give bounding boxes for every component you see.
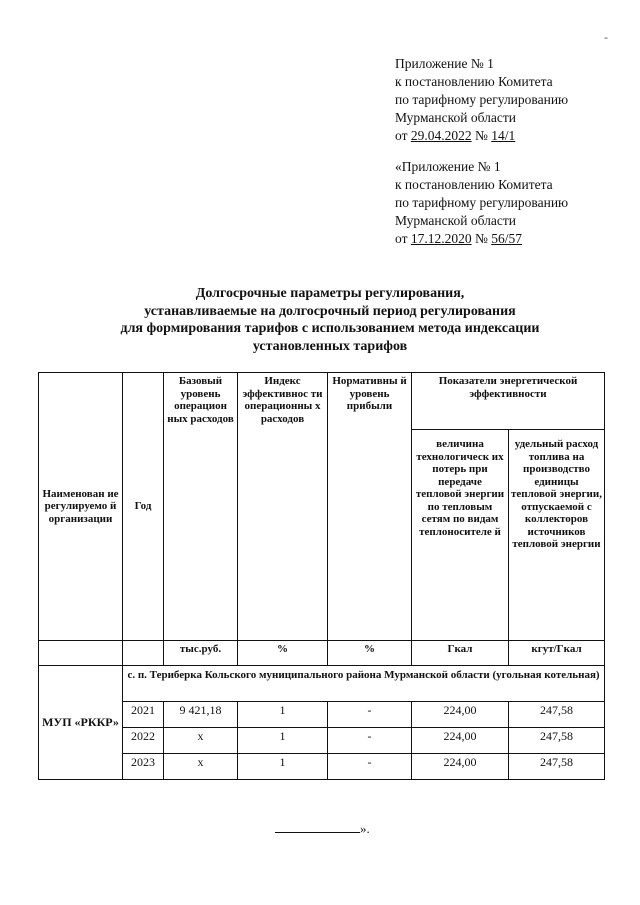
cell-year: 2023	[123, 754, 164, 780]
cell-fuel: 247,58	[509, 702, 605, 728]
number-prefix: №	[471, 128, 492, 143]
cell-loss: 224,00	[412, 728, 509, 754]
annex-line: Мурманской области	[395, 110, 516, 125]
cell-year: 2022	[123, 728, 164, 754]
table-row	[39, 728, 605, 754]
header-year: Год	[123, 373, 164, 641]
closing-quote: ».	[360, 821, 370, 836]
number-prefix: №	[471, 231, 492, 246]
unit-empty	[39, 641, 123, 666]
cell-index: 1	[238, 728, 328, 754]
document-title	[60, 285, 600, 355]
segment-row	[39, 666, 605, 702]
cell-index: 1	[238, 754, 328, 780]
annex-line: к постановлению Комитета	[395, 177, 553, 192]
table-row	[39, 754, 605, 780]
header-profit-level: Нормативны й уровень прибыли	[328, 373, 412, 641]
annex-date: 17.12.2020	[410, 231, 472, 246]
cell-fuel: 247,58	[509, 754, 605, 780]
cell-year: 2021	[123, 702, 164, 728]
organization-name: МУП «РККР»	[39, 666, 123, 780]
annex-line: по тарифному регулированию	[395, 195, 569, 210]
unit-index: %	[238, 641, 328, 666]
cell-loss: 224,00	[412, 702, 509, 728]
cell-base: х	[164, 754, 238, 780]
annex-original-header	[395, 158, 568, 248]
annex-title: Приложение № 1	[395, 56, 494, 71]
annex-line: Мурманской области	[395, 213, 516, 228]
cell-profit: -	[328, 702, 412, 728]
cell-base: 9 421,18	[164, 702, 238, 728]
annex-title: «Приложение № 1	[395, 159, 501, 174]
header-organization: Наименован ие регулируемо й организации	[39, 373, 123, 641]
title-line: устанавливаемые на долгосрочный период регулирования	[144, 303, 516, 319]
header-energy-efficiency: Показатели энергетической эффективности	[412, 373, 605, 430]
closing-line	[275, 820, 360, 833]
header-base-opex: Базовый уровень операцион ных расходов	[164, 373, 238, 641]
cell-profit: -	[328, 728, 412, 754]
unit-profit: %	[328, 641, 412, 666]
annex-line: по тарифному регулированию	[395, 92, 569, 107]
cell-profit: -	[328, 754, 412, 780]
title-line: для формирования тарифов с использованием метода индексации	[120, 321, 540, 336]
annex-current-header	[395, 55, 568, 145]
cell-loss: 224,00	[412, 754, 509, 780]
cell-base: х	[164, 728, 238, 754]
unit-loss: Гкал	[412, 641, 509, 666]
cell-index: 1	[238, 702, 328, 728]
segment-name: с. п. Териберка Кольского муниципального района Мурманской области (угольная котельная)	[123, 666, 605, 702]
closing-mark	[275, 820, 370, 837]
annex-date: 29.04.2022	[410, 128, 472, 143]
unit-base: тыс.руб.	[164, 641, 238, 666]
annex-number: 14/1	[491, 128, 516, 143]
date-prefix: от	[395, 128, 411, 143]
table-header-row	[39, 373, 605, 430]
corner-mark: -	[604, 30, 608, 44]
title-line: установленных тарифов	[252, 338, 408, 354]
parameters-table	[38, 372, 605, 780]
units-row	[39, 641, 605, 666]
unit-fuel: кгут/Гкал	[509, 641, 605, 666]
table-row	[39, 702, 605, 728]
unit-empty	[123, 641, 164, 666]
annex-line: к постановлению Комитета	[395, 74, 553, 89]
cell-fuel: 247,58	[509, 728, 605, 754]
annex-date-line	[395, 230, 568, 248]
annex-date-line	[395, 127, 568, 145]
annex-number: 56/57	[491, 231, 523, 246]
header-heat-losses: величина технологическ их потерь при передаче тепловой энергии по тепловым сетям по видам теплоносителе й	[412, 430, 509, 641]
title-line: Долгосрочные параметры регулирования,	[195, 286, 465, 301]
header-efficiency-index: Индекс эффективнос ти операционны х расходов	[238, 373, 328, 641]
header-fuel-consumption: удельный расход топлива на производство единицы тепловой энергии, отпускаемой с коллекторов источников тепловой энергии	[509, 430, 605, 641]
date-prefix: от	[395, 231, 411, 246]
